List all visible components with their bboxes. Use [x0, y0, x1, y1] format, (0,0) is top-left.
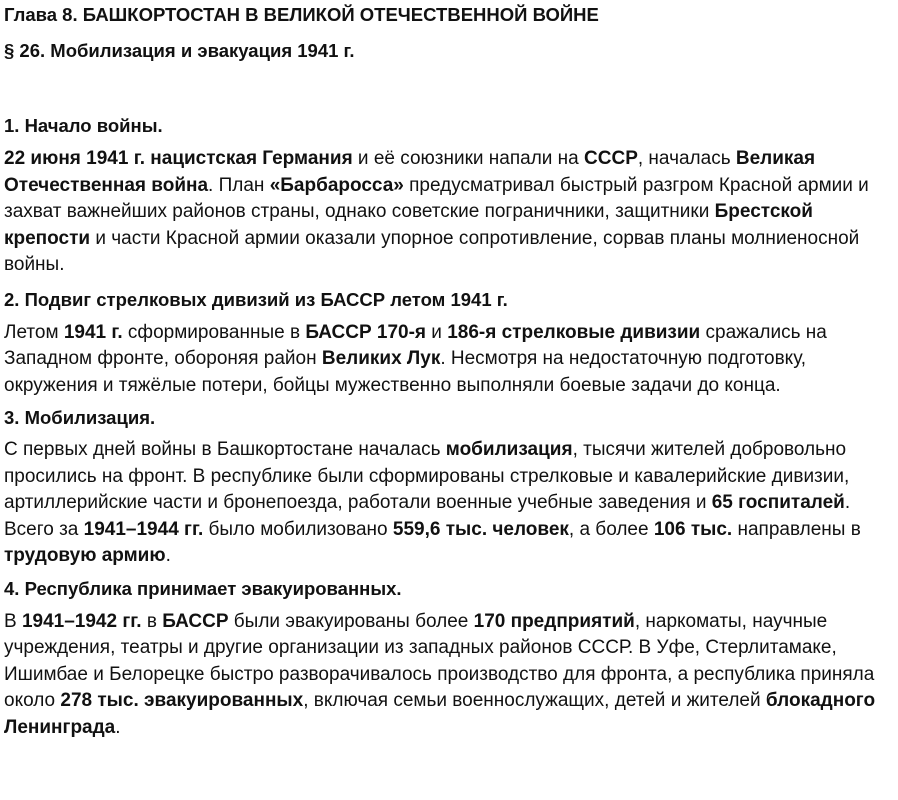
body-text: . План — [208, 174, 270, 196]
emphasized-text: Великих Лук — [321, 348, 441, 369]
subsection-mobilization — [4, 407, 892, 570]
emphasized-text: 1941 г. — [63, 321, 123, 343]
emphasized-text: 186-я стрелковые дивизии — [447, 321, 701, 343]
subsection-heading: 4. Республика принимает эвакуированных. — [4, 577, 402, 599]
emphasized-text: 1941–1944 гг. — [83, 518, 204, 540]
emphasized-text: мобилизация — [445, 439, 573, 460]
body-text: в — [141, 610, 163, 632]
body-text: . — [115, 716, 121, 738]
subsection-evacuation — [4, 578, 892, 742]
body-text: направлены в — [732, 518, 861, 540]
subsection-paragraph — [4, 437, 892, 570]
emphasized-text: 1941–1942 гг. — [21, 610, 142, 632]
body-text: сражались на Западном фронте, обороняя район — [4, 321, 827, 369]
subsection-war-start — [4, 115, 892, 279]
body-text: , включая семьи военнослужащих, детей и жителей — [303, 690, 766, 711]
emphasized-text: БАССР — [162, 610, 229, 632]
emphasized-text: Брестской крепости — [4, 201, 813, 249]
emphasized-text: блокадного Ленинграда — [4, 690, 876, 738]
emphasized-text: СССР — [584, 148, 638, 169]
body-text: и — [426, 321, 448, 343]
body-text: . — [165, 545, 171, 566]
body-text: предусматривал быстрый разгром Красной армии и захват важнейших районов страны, однако советские пограничники, защитники — [4, 174, 869, 222]
body-text: . Несмотря на недостаточную подготовку, окружения и тяжёлые потери, бойцы мужественно выполняли боевые задачи до конца. — [4, 348, 807, 396]
emphasized-text: «Барбаросса» — [269, 174, 404, 196]
body-text: , а более — [568, 518, 654, 540]
body-text: сформированные в — [122, 321, 306, 343]
emphasized-text: Великая Отечественная война — [4, 148, 816, 196]
emphasized-text: 65 госпиталей — [711, 492, 845, 513]
body-text: Летом — [4, 321, 64, 343]
document-page — [4, 4, 892, 741]
subsection-paragraph — [4, 320, 892, 400]
body-text: , тысячи жителей добровольно просились на фронт. В республике были сформированы стрелковые и кавалерийские дивизии, артиллерийские части и бронепоезда, работали военные учебные заведения и — [4, 439, 850, 513]
body-text: В — [4, 610, 22, 632]
subsection-paragraph — [4, 146, 892, 279]
body-text: и части Красной армии оказали упорное сопротивление, сорвав планы молниеносной войны. — [4, 227, 860, 275]
emphasized-text: 170 предприятий — [473, 610, 635, 632]
body-text: . Всего за — [4, 492, 851, 540]
chapter-title: Глава 8. БАШКОРТОСТАН В ВЕЛИКОЙ ОТЕЧЕСТВЕННОЙ ВОЙНЕ — [4, 4, 599, 25]
subsection-paragraph — [4, 609, 892, 742]
subsection-heading: 1. Начало войны. — [4, 115, 163, 136]
body-text: и её союзники напали на — [352, 148, 585, 169]
subsection-heading: 3. Мобилизация. — [4, 407, 156, 428]
subsection-rifle-divisions — [4, 289, 892, 400]
emphasized-text: 22 июня 1941 г. нацистская Германия — [4, 148, 353, 169]
subsection-heading: 2. Подвиг стрелковых дивизий из БАССР летом 1941 г. — [4, 288, 508, 310]
body-text: были эвакуированы более — [228, 610, 474, 632]
body-text: , началась — [637, 148, 736, 169]
emphasized-text: 106 тыс. — [653, 518, 733, 540]
section-title: § 26. Мобилизация и эвакуация 1941 г. — [4, 40, 355, 61]
emphasized-text: 559,6 тыс. человек — [392, 518, 569, 540]
body-text: С первых дней войны в Башкортостане началась — [4, 439, 446, 460]
emphasized-text: 278 тыс. эвакуированных — [60, 690, 304, 711]
body-text: было мобилизовано — [203, 518, 393, 540]
emphasized-text: БАССР 170-я — [305, 321, 427, 343]
body-text: , наркоматы, научные учреждения, театры и другие организации из западных районов СССР. В Уфе, Стерлитамаке, Ишимбае и Белорецке быстро разворачивалось производство для фронта, а республика приняла около — [4, 610, 875, 711]
emphasized-text: трудовую армию — [4, 545, 166, 566]
